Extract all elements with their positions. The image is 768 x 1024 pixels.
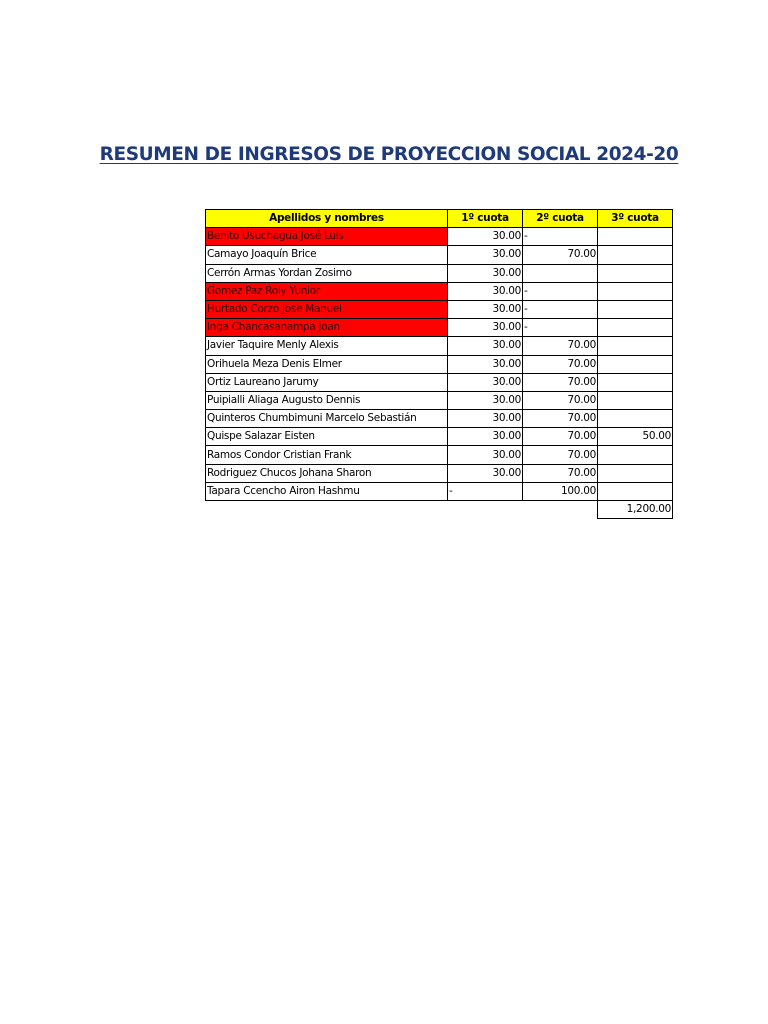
empty-cell bbox=[448, 501, 523, 519]
header-row bbox=[206, 210, 673, 228]
header-cuota-3: 3º cuota bbox=[598, 210, 673, 228]
student-name-cell: Hurtado Corzo Jose Manuel bbox=[206, 300, 448, 318]
cuota-1-cell: 30.00 bbox=[448, 264, 523, 282]
student-name-cell: Tapara Ccencho Airon Hashmu bbox=[206, 482, 448, 500]
table-row bbox=[206, 246, 673, 264]
cuota-1-cell: 30.00 bbox=[448, 391, 523, 409]
cuota-1-cell: 30.00 bbox=[448, 428, 523, 446]
cuota-1-cell: 30.00 bbox=[448, 337, 523, 355]
total-cell: 1,200.00 bbox=[598, 501, 673, 519]
cuota-2-cell: 100.00 bbox=[523, 482, 598, 500]
student-name-cell: Ortiz Laureano Jarumy bbox=[206, 373, 448, 391]
cuota-2-cell: 70.00 bbox=[523, 446, 598, 464]
cuota-3-cell bbox=[598, 373, 673, 391]
cuota-2-cell: 70.00 bbox=[523, 464, 598, 482]
table-row bbox=[206, 337, 673, 355]
cuota-1-cell: 30.00 bbox=[448, 355, 523, 373]
header-cuota-1: 1º cuota bbox=[448, 210, 523, 228]
page-title bbox=[0, 144, 768, 165]
student-name-cell: Gomez Paz Roly Yunior bbox=[206, 282, 448, 300]
total-row bbox=[206, 501, 673, 519]
table-row bbox=[206, 373, 673, 391]
student-name-cell: Puipialli Aliaga Augusto Dennis bbox=[206, 391, 448, 409]
cuota-1-cell: 30.00 bbox=[448, 319, 523, 337]
table-row bbox=[206, 482, 673, 500]
cuota-3-cell: 50.00 bbox=[598, 428, 673, 446]
cuota-3-cell bbox=[598, 410, 673, 428]
income-table bbox=[205, 209, 673, 519]
student-name-cell: Rodriguez Chucos Johana Sharon bbox=[206, 464, 448, 482]
cuota-1-cell: 30.00 bbox=[448, 300, 523, 318]
student-name-cell: Quinteros Chumbimuni Marcelo Sebastián bbox=[206, 410, 448, 428]
cuota-2-cell: - bbox=[523, 319, 598, 337]
cuota-2-cell: 70.00 bbox=[523, 246, 598, 264]
student-name-cell: Ramos Condor Cristian Frank bbox=[206, 446, 448, 464]
table-row bbox=[206, 410, 673, 428]
page-title-text: RESUMEN DE INGRESOS DE PROYECCION SOCIAL 2024-20 bbox=[99, 144, 679, 165]
student-name-cell: Inga Chancasanampa Joan bbox=[206, 319, 448, 337]
cuota-3-cell bbox=[598, 464, 673, 482]
cuota-2-cell: - bbox=[523, 300, 598, 318]
header-cuota-2: 2º cuota bbox=[523, 210, 598, 228]
cuota-2-cell: 70.00 bbox=[523, 410, 598, 428]
student-name-cell: Orihuela Meza Denis Elmer bbox=[206, 355, 448, 373]
empty-cell bbox=[523, 501, 598, 519]
table-row bbox=[206, 446, 673, 464]
cuota-1-cell: - bbox=[448, 482, 523, 500]
empty-cell bbox=[206, 501, 448, 519]
student-name-cell: Benito Usuchagua José Luis bbox=[206, 228, 448, 246]
cuota-2-cell: 70.00 bbox=[523, 428, 598, 446]
header-names: Apellidos y nombres bbox=[206, 210, 448, 228]
cuota-1-cell: 30.00 bbox=[448, 246, 523, 264]
student-name-cell: Javier Taquire Menly Alexis bbox=[206, 337, 448, 355]
cuota-2-cell: 70.00 bbox=[523, 355, 598, 373]
cuota-1-cell: 30.00 bbox=[448, 373, 523, 391]
cuota-3-cell bbox=[598, 355, 673, 373]
cuota-3-cell bbox=[598, 319, 673, 337]
table-row bbox=[206, 428, 673, 446]
cuota-3-cell bbox=[598, 337, 673, 355]
table-row bbox=[206, 391, 673, 409]
cuota-1-cell: 30.00 bbox=[448, 464, 523, 482]
cuota-3-cell bbox=[598, 228, 673, 246]
cuota-3-cell bbox=[598, 482, 673, 500]
cuota-2-cell: - bbox=[523, 282, 598, 300]
cuota-2-cell: 70.00 bbox=[523, 373, 598, 391]
cuota-3-cell bbox=[598, 300, 673, 318]
cuota-2-cell: - bbox=[523, 228, 598, 246]
table-row bbox=[206, 300, 673, 318]
table-row bbox=[206, 464, 673, 482]
table-row bbox=[206, 319, 673, 337]
cuota-2-cell bbox=[523, 264, 598, 282]
cuota-1-cell: 30.00 bbox=[448, 446, 523, 464]
table-row bbox=[206, 228, 673, 246]
cuota-3-cell bbox=[598, 246, 673, 264]
student-name-cell: Cerrón Armas Yordan Zosimo bbox=[206, 264, 448, 282]
cuota-3-cell bbox=[598, 391, 673, 409]
cuota-1-cell: 30.00 bbox=[448, 410, 523, 428]
table-row bbox=[206, 264, 673, 282]
cuota-1-cell: 30.00 bbox=[448, 282, 523, 300]
cuota-1-cell: 30.00 bbox=[448, 228, 523, 246]
cuota-3-cell bbox=[598, 446, 673, 464]
cuota-3-cell bbox=[598, 264, 673, 282]
student-name-cell: Quispe Salazar Eisten bbox=[206, 428, 448, 446]
student-name-cell: Camayo Joaquín Brice bbox=[206, 246, 448, 264]
cuota-3-cell bbox=[598, 282, 673, 300]
table-row bbox=[206, 355, 673, 373]
table-row bbox=[206, 282, 673, 300]
cuota-2-cell: 70.00 bbox=[523, 337, 598, 355]
cuota-2-cell: 70.00 bbox=[523, 391, 598, 409]
